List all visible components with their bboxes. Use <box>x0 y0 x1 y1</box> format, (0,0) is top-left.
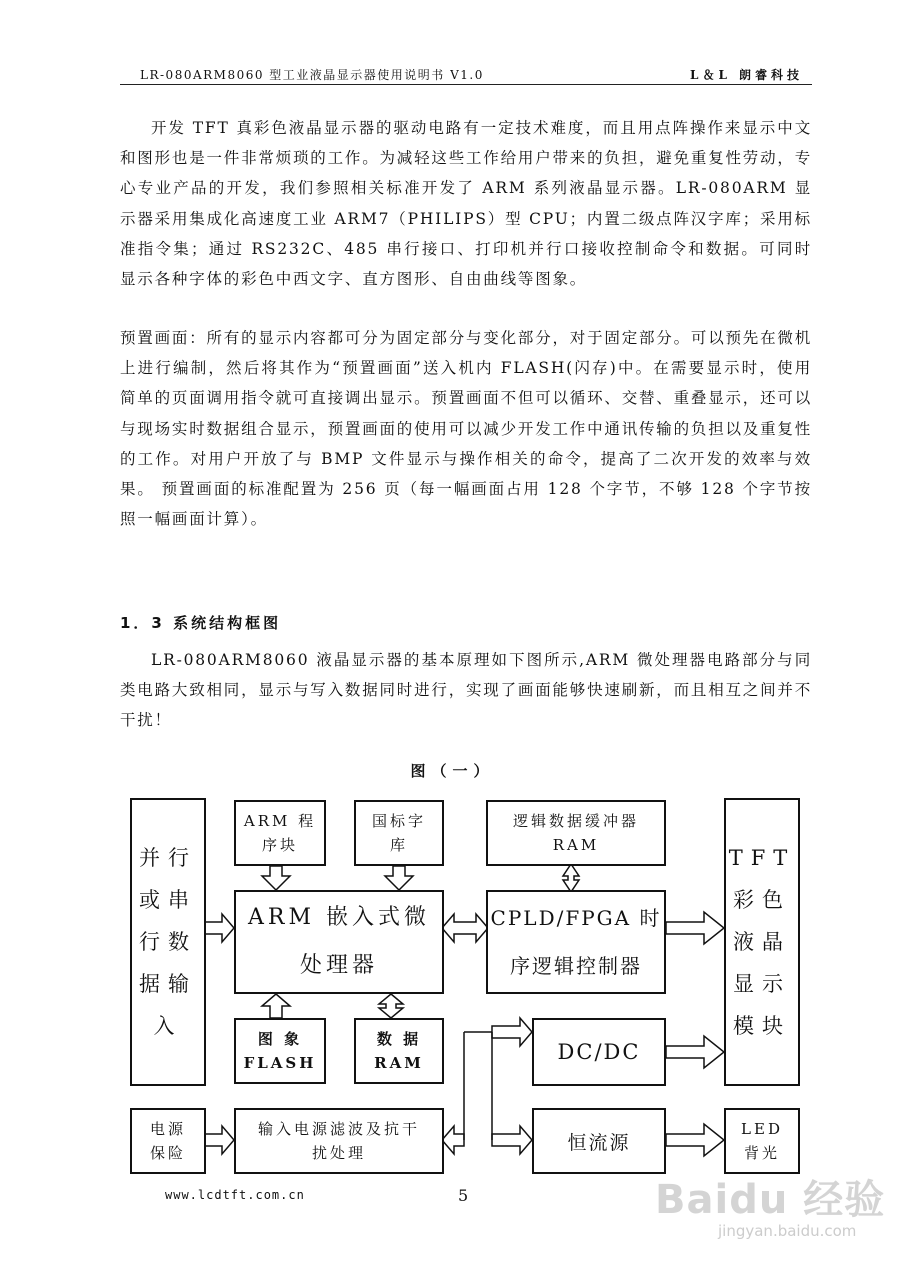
page-number: 5 <box>458 1186 469 1205</box>
figure-caption: 图（一） <box>410 762 495 780</box>
block-font-library: 国标字 库 <box>354 800 444 866</box>
header-doc-title: LR-080ARM8060 型工业液晶显示器使用说明书 V1.0 <box>140 68 484 82</box>
block-tft-display: TFT 彩色 液晶 显示 模块 <box>724 798 800 1086</box>
arrow-filter-dist <box>442 1126 464 1154</box>
block-led-backlight: LED 背光 <box>724 1108 800 1174</box>
block-dcdc: DC/DC <box>532 1018 666 1086</box>
block-cpld-fpga: CPLD/FPGA 时 序逻辑控制器 <box>486 890 666 994</box>
arrow-font-arm <box>385 866 413 890</box>
arrow-ram-cpld <box>563 864 579 892</box>
arrow-dist-dcdc <box>492 1018 532 1046</box>
header-company: L＆L 朗睿科技 <box>690 68 804 82</box>
paragraph-intro: 开发 TFT 真彩色液晶显示器的驱动电路有一定技术难度，而且用点阵操作来显示中文和图形也是一件非常烦琐的工作。为减轻这些工作给用户带来的负担，避免重复性劳动，专心专业产品的开发，我们参照相关标准开发了 ARM 系列液晶显示器。LR-080ARM 显示器采用集成化高速度工业 ARM7（PHILIPS）型 CPU；内置二级点阵汉字库；采用标准指令集；通过 RS232C、485 串行接口、打印机并行口接收控制命令和数据。可同时显示各种字体的彩色中西文字、直方图形、自由曲线等图象。 <box>120 119 813 289</box>
block-arm-cpu: ARM 嵌入式微 处理器 <box>234 890 444 994</box>
paragraph-preset-screen: 预置画面：所有的显示内容都可分为固定部分与变化部分，对于固定部分。可以预先在微机上进行编制，然后将其作为“预置画面”送入机内 FLASH(闪存)中。在需要显示时，使用简单的页面调用指令就可直接调出显示。预置画面不但可以循环、交替、重叠显示，还可以与现场实时数据组合显示，预置画面的使用可以减少开发工作中通讯传输的负担以及重复性的工作。对用户开放了与 BMP 文件显示与操作相关的命令，提高了二次开发的效率与效果。 预置画面的标准配置为 256 页（每一幅画面占用 128 个字节，不够 128 个字节按照一幅画面计算）。 <box>120 329 813 529</box>
block-input-filter: 输入电源滤波及抗干 扰处理 <box>234 1108 444 1174</box>
block-data-input: 并行 或串 行数 据输 入 <box>130 798 206 1086</box>
block-constant-current: 恒流源 <box>532 1108 666 1174</box>
footer-url: www.lcdtft.com.cn <box>165 1188 305 1202</box>
block-data-ram: 数 据 RAM <box>354 1018 444 1084</box>
arrow-armprog-arm <box>262 866 290 890</box>
arrow-dist-current <box>492 1126 532 1154</box>
block-power-protection: 电源 保险 <box>130 1108 206 1174</box>
arrow-cpld-tft <box>666 912 724 944</box>
arrow-input-arm <box>205 914 234 942</box>
arrow-power-filter <box>205 1126 234 1154</box>
arrow-flash-arm <box>262 994 290 1018</box>
arrow-arm-cpld <box>442 914 488 942</box>
block-image-flash: 图 象 FLASH <box>234 1018 326 1084</box>
block-logic-ram: 逻辑数据缓冲器 RAM <box>486 800 666 866</box>
paragraph-principle: LR-080ARM8060 液晶显示器的基本原理如下图所示,ARM 微处理器电路部分与同类电路大致相同，显示与写入数据同时进行，实现了画面能够快速刷新，而且相互之间并不干扰！ <box>120 651 813 730</box>
watermark-brand: Baidu 经验 <box>655 1177 886 1223</box>
arrow-current-led <box>666 1124 724 1156</box>
arrow-dcdc-tft <box>666 1036 724 1068</box>
arrow-dataram-arm <box>379 994 403 1018</box>
header-divider <box>120 84 812 85</box>
watermark-url: jingyan.baidu.com <box>718 1222 857 1240</box>
block-arm-program: ARM 程 序块 <box>234 800 326 866</box>
section-title: 1．3 系统结构框图 <box>120 614 282 632</box>
